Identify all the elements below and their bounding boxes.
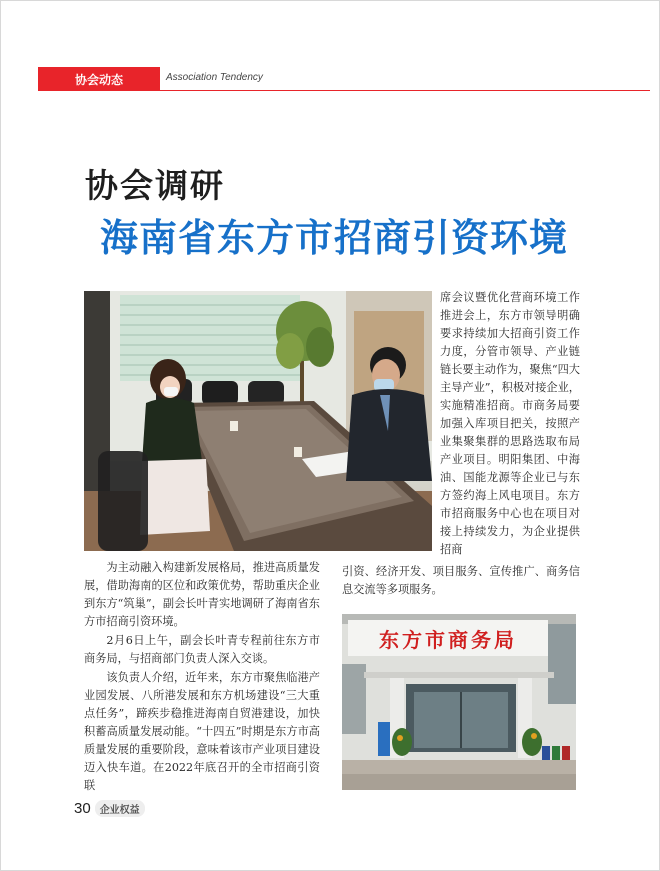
section-subtitle-en: Association Tendency <box>166 72 263 83</box>
meeting-photo <box>84 291 432 551</box>
page-number: 30 <box>74 800 91 817</box>
paragraph-2: 2月6日上午，副会长叶青专程前往东方市商务局，与招商部门负责人深入交谈。 <box>84 634 320 665</box>
magazine-name: 企业权益 <box>95 800 145 817</box>
section-tag: 协会动态 <box>38 67 160 91</box>
building-sign-text: 东方市商务局 <box>379 627 517 652</box>
paragraph-3: 该负责人介绍，近年来，东方市聚焦临港产业园发展、八所港发展和东方机场建设“三大重点任务”，蹄疾步稳推进海南自贸港建设，加快积蓄高质量发展动能。“十四五”时期是东方市高质量发展的重要阶段，意味着该市产业项目建设迈入快车道。在2022年底召开的全市招商引资联 <box>84 671 320 792</box>
body-left-column <box>84 559 320 796</box>
paragraph-1: 为主动融入构建新发展格局，推进高质量发展，借助海南的区位和政策优势，帮助重庆企业到东方“筑巢”，副会长叶青实地调研了海南省东方市招商引资环境。 <box>84 561 320 628</box>
page-footer <box>74 800 145 817</box>
body-continuation: 引资、经济开发、项目服务、宣传推广、商务信息交流等多项服务。 <box>342 565 580 596</box>
article-title: 协会调研 <box>85 166 225 205</box>
body-right-column: 席会议暨优化营商环境工作推进会上，东方市领导明确要求持续加大招商引资工作力度，分管市领导、产业链链长要主动作为，聚焦“四大主导产业”，积极对接企业，实施精准招商。市商务局要加强入库项目把关，按照产业集聚集群的思路选取布局产业项目。明阳集团、中海油、国能龙源等企业已与东方签约海上风电项目。东方市招商服务中心也在项目对接上持续发力，为企业提供招商 <box>440 291 580 556</box>
article-subtitle: 海南省东方市招商引资环境 <box>100 216 569 260</box>
building-photo <box>342 614 576 790</box>
header-rule <box>160 90 650 91</box>
